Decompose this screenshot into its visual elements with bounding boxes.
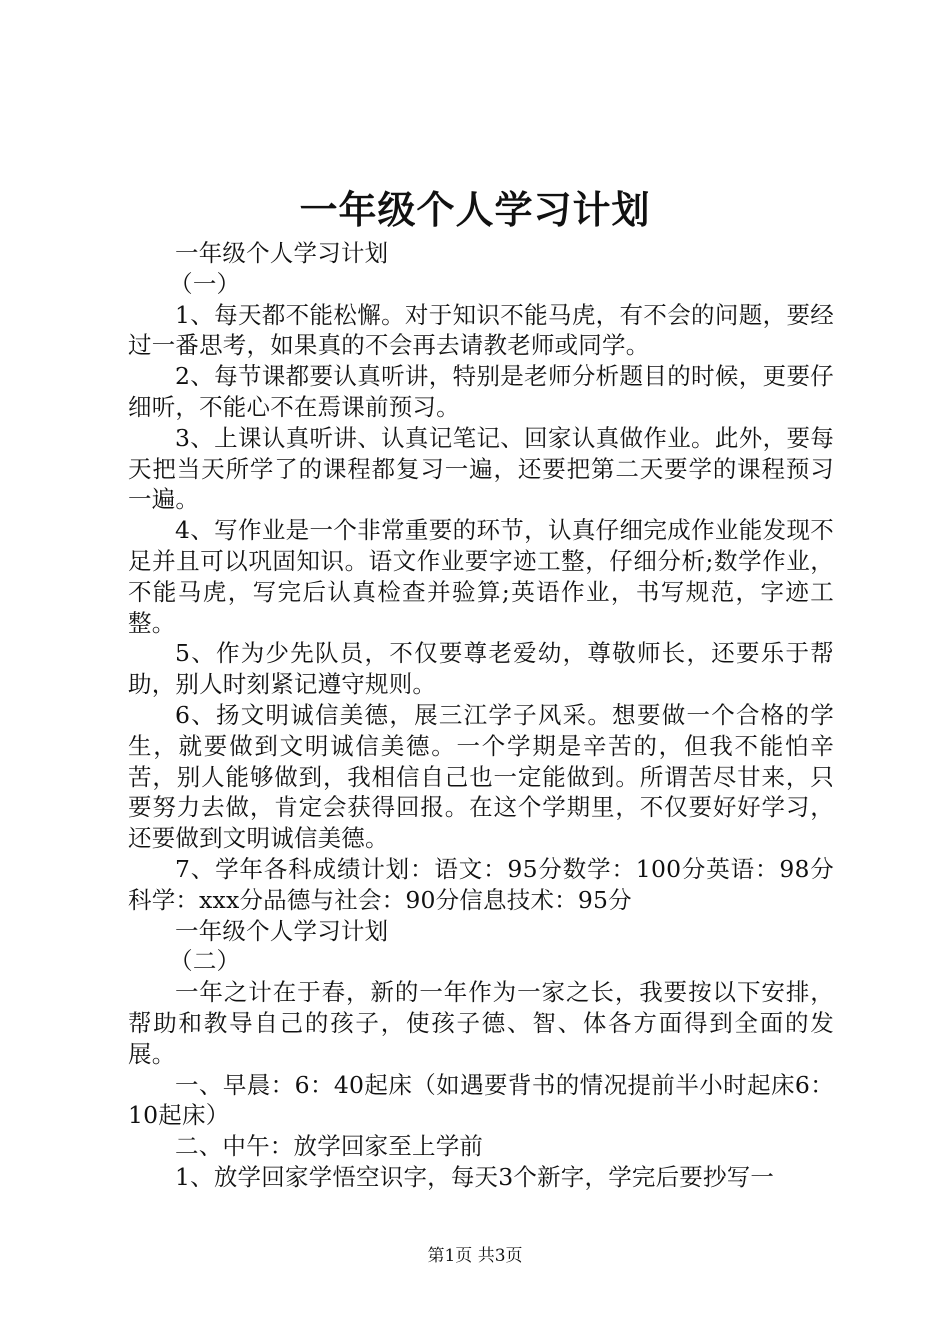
paragraph: 4、写作业是一个非常重要的环节，认真仔细完成作业能发现不足并且可以巩固知识。语文作业要字迹工整，仔细分析;数学作业，不能马虎，写完后认真检查并验算;英语作业，书写规范，字迹工整。 [128, 516, 834, 637]
paragraph: 一、早晨：6：40起床（如遇要背书的情况提前半小时起床6：10起床） [128, 1070, 834, 1130]
paragraph: 2、每节课都要认真听讲，特别是老师分析题目的时候，更要仔细听，不能心不在焉课前预习。 [128, 362, 834, 421]
paragraph: 6、扬文明诚信美德，展三江学子风采。想要做一个合格的学生，就要做到文明诚信美德。一个学期是辛苦的，但我不能怕辛苦，别人能够做到，我相信自己也一定能做到。所谓苦尽甘来，只要努力去做，肯定会获得回报。在这个学期里，不仅要好好学习，还要做到文明诚信美德。 [128, 700, 834, 853]
document-title: 一年级个人学习计划 [299, 187, 651, 232]
document-body [128, 238, 834, 1193]
paragraph: 1、每天都不能松懈。对于知识不能马虎，有不会的问题，要经过一番思考，如果真的不会再去请教老师或同学。 [128, 300, 834, 360]
section-heading: 一年级个人学习计划 [175, 239, 389, 267]
paragraph: 5、作为少先队员，不仅要尊老爱幼，尊敬师长，还要乐于帮助，别人时刻紧记遵守规则。 [128, 639, 834, 699]
paragraph: 一年之计在于春，新的一年作为一家之长，我要按以下安排，帮助和教导自己的孩子，使孩子德、智、体各方面得到全面的发展。 [128, 978, 834, 1068]
paragraph: 二、中午：放学回家至上学前 [175, 1132, 484, 1161]
section-number: （二） [169, 947, 241, 976]
paragraph: 7、学年各科成绩计划：语文：95分数学：100分英语：98分科学：xxx分品德与社会：90分信息技术：95分 [128, 854, 834, 914]
section-heading: 一年级个人学习计划 [175, 916, 389, 945]
paragraph: 1、放学回家学悟空识字，每天3个新字，学完后要抄写一 [175, 1162, 775, 1191]
page-footer: 第1页 共3页 [427, 1246, 523, 1266]
section-number: （一） [169, 269, 241, 298]
paragraph: 3、上课认真听讲、认真记笔记、回家认真做作业。此外，要每天把当天所学了的课程都复习一遍，还要把第二天要学的课程预习一遍。 [128, 423, 834, 514]
